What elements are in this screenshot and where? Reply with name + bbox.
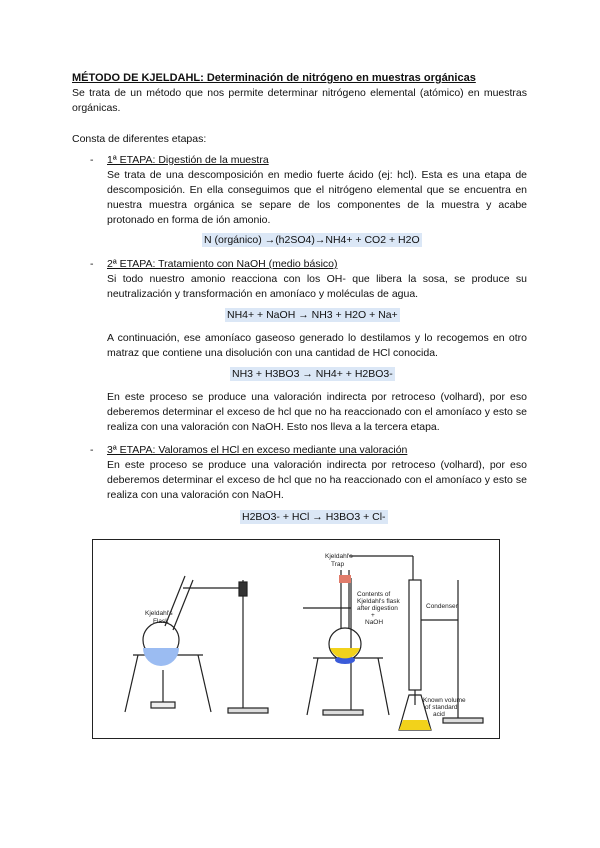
bullet-dash: - [90,444,94,456]
middle-tripod-leg [378,658,389,715]
bullet-dash: - [90,154,94,166]
stage-2-body-2: A continuación, ese amoníaco gaseoso generado lo destilamos y lo recogemos en otro matraz que contiene una disolución con una cantidad de HCl conocida. [107,332,527,359]
trap-label: Trap [331,561,345,568]
trap-label: Kjeldahl's [325,553,353,560]
left-tripod-leg [125,655,138,712]
contents-label: Contents of [357,591,391,598]
acid-label: of standard [425,704,458,711]
left-clamp-block [239,582,247,596]
stage-2 [90,257,527,300]
stage-3-body: En este proceso se produce una valoración indirecta por retroceso (volhard), por eso deberemos determinar el exceso de hcl que no ha reaccionado con el amoníaco y esto se realiza con una valoración con NaOH. [107,459,527,501]
condenser-label: Condenser [426,603,458,610]
stage-2-equation-2: NH3 + H3BO3 → NH4+ + H2BO3- [232,368,393,380]
flask-label: Flask [153,618,169,625]
receiving-acid [399,720,431,730]
left-flask-liquid [143,648,179,666]
stage-1-equation: N (orgánico) →(h2SO4)→NH4+ + CO2 + H2O [204,234,420,246]
stage-1-body: Se trata de una descomposición en medio fuerte ácido (ej: hcl). Esta es una etapa de descomposición. En ella conseguimos que el nitrógeno elemental que se encuentra en nuestra muestra orgánica se separe de los componentes de la muestra y acabe protonado en forma de ión amonio. [107,169,527,226]
document-title: MÉTODO DE KJELDAHL: Determinación de nitrógeno en muestras orgánicas [72,72,476,84]
stage-3 [90,443,527,503]
stage-1-heading: 1ª ETAPA: Digestión de la muestra [107,154,269,166]
flask-label: Kjeldahl's [145,610,173,617]
left-stand-base [228,708,268,713]
stage-2-equation-1: NH4+ + NaOH → NH3 + H2O + Na+ [227,309,398,321]
bullet-dash: - [90,258,94,270]
stages-intro: Consta de diferentes etapas: [72,133,207,145]
stage-2-body-1: Si todo nuestro amonio reacciona con los OH- que libera la sosa, se produce su neutralización y transformación en amoníaco y moléculas de agua. [107,273,527,300]
kjeldahl-trap [339,575,351,583]
intro-paragraph: Se trata de un método que nos permite determinar nitrógeno elemental (atómico) en muestras orgánicas. [72,87,527,114]
middle-tripod-leg [307,658,318,715]
contents-label: + [371,612,375,619]
stage-3-heading: 3ª ETAPA: Valoramos el HCl en exceso mediante una valoración [107,444,408,456]
stage-2-heading: 2ª ETAPA: Tratamiento con NaOH (medio básico) [107,258,338,270]
apparatus-illustration [93,540,499,738]
acid-label: Known volume [423,697,466,704]
round-flask-liquid [330,648,360,658]
left-burner-base [151,702,175,708]
left-tripod-leg [198,655,211,712]
contents-label: NaOH [365,619,384,626]
condenser [409,580,421,690]
contents-label: after digestion [357,605,398,612]
kjeldahl-apparatus-figure [92,539,500,739]
middle-stand-base [323,710,363,715]
stage-2-body-3: En este proceso se produce una valoración indirecta por retroceso (volhard), por eso deberemos determinar el exceso de hcl que no ha reaccionado con el amoníaco y esto se realiza con una valoración con NaOH. Esto nos lleva a la tercera etapa. [107,391,527,433]
contents-label: Kjeldahl's flask [357,598,400,605]
stage-3-equation: H2BO3- + HCl → H3BO3 + Cl- [242,511,386,523]
acid-label: acid [433,711,445,718]
right-stand-base [443,718,483,723]
